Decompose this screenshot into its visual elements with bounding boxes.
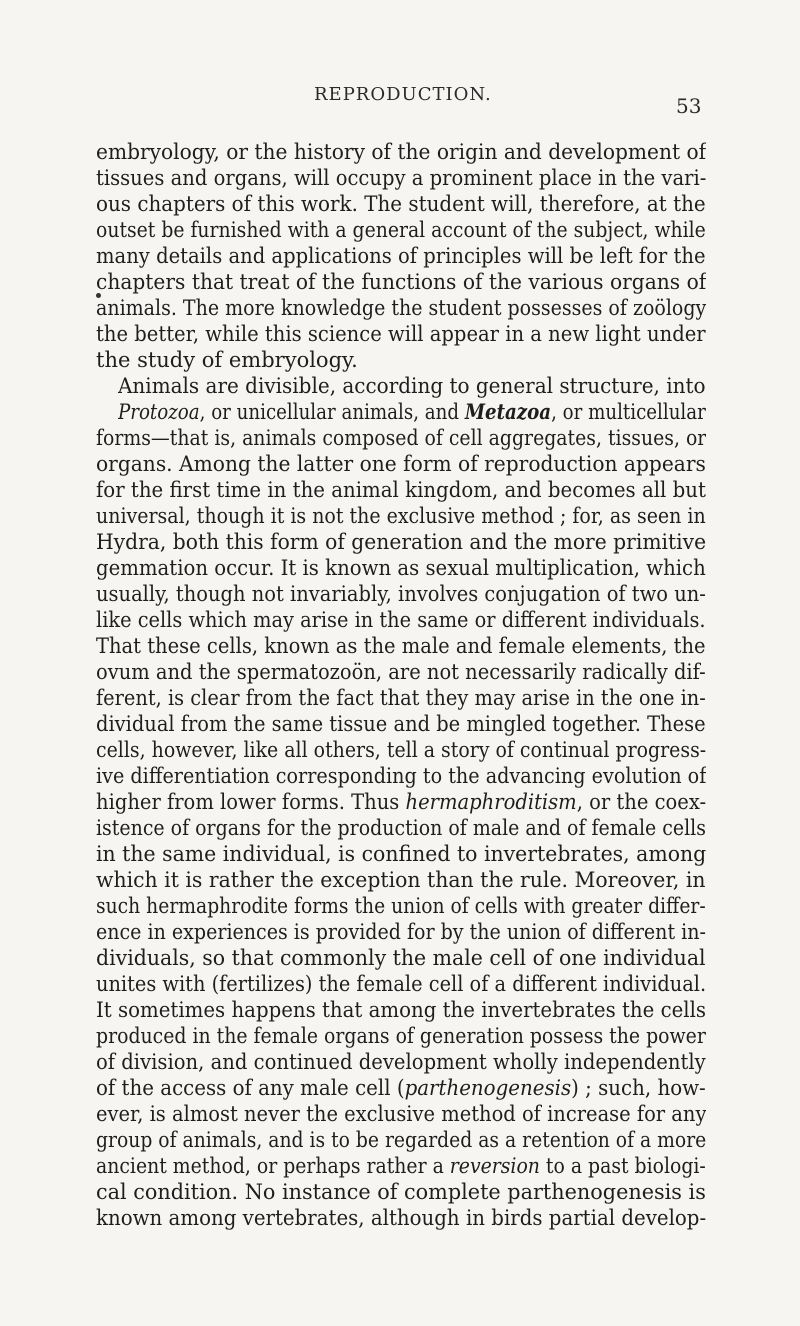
text-line: embryology, or the history of the origin and development of — [96, 140, 707, 164]
text-line: ever, is almost never the exclusive method of increase for any — [96, 1102, 707, 1126]
text-line: such hermaphrodite forms the union of cells with greater differ- — [96, 894, 706, 918]
text-line: usually, though not invariably, involves conjugation of two un- — [96, 582, 706, 606]
text-line: istence of organs for the production of male and of female cells — [96, 816, 706, 840]
term-hermaphroditism: hermaphroditism — [405, 790, 577, 814]
text-line: Protozoa, or unicellular animals, and Metazoa, or multicellular — [118, 399, 706, 424]
text-line: ence in experiences is provided for by the union of different in- — [96, 920, 706, 944]
text-line: ancient method, or perhaps rather a reversion to a past biologi- — [96, 1154, 706, 1178]
page-header — [0, 84, 800, 124]
text-line: That these cells, known as the male and female elements, the — [96, 634, 706, 658]
text-line: universal, though it is not the exclusive method ; for, as seen in — [96, 504, 706, 528]
text-line: ive differentiation corresponding to the advancing evolution of — [96, 764, 707, 788]
text-line: dividual from the same tissue and be mingled together. These — [96, 712, 706, 736]
term-protozoa: Protozoa — [118, 400, 200, 424]
text-line: unites with (fertilizes) the female cell of a different individual. — [96, 972, 707, 996]
text-line: It sometimes happens that among the invertebrates the cells — [96, 998, 707, 1022]
text-line: higher from lower forms. Thus hermaphroditism, or the coex- — [96, 790, 707, 814]
text-line: cells, however, like all others, tell a story of continual progress- — [96, 738, 707, 762]
running-head: REPRODUCTION. — [314, 84, 492, 105]
text-line: forms—that is, animals composed of cell aggregates, tissues, or — [96, 426, 707, 450]
text-line: outset be furnished with a general account of the subject, while — [96, 218, 706, 242]
text-line: of the access of any male cell (parthenogenesis) ; such, how- — [96, 1076, 706, 1100]
text-line: ous chapters of this work. The student will, therefore, at the — [96, 192, 706, 216]
text-line: group of animals, and is to be regarded as a retention of a more — [96, 1128, 707, 1152]
text-line: of division, and continued development wholly independently — [96, 1050, 706, 1074]
text-line: gemmation occur. It is known as sexual multiplication, which — [96, 556, 706, 580]
text-line: dividuals, so that commonly the male cell of one individual — [96, 946, 706, 970]
term-parthenogenesis: parthenogenesis — [404, 1076, 572, 1100]
text-line: which it is rather the exception than the rule. Moreover, in — [96, 868, 706, 892]
text-line: organs. Among the latter one form of reproduction appears — [96, 452, 706, 476]
text-line: many details and applications of principles will be left for the — [96, 244, 706, 268]
text-line: cal condition. No instance of complete parthenogenesis is — [96, 1180, 706, 1204]
text-line: Hydra, both this form of generation and the more primitive — [96, 530, 707, 554]
text-line: chapters that treat of the functions of the various organs of — [96, 270, 707, 294]
term-reversion: reversion — [449, 1154, 540, 1178]
text-line: animals. The more knowledge the student possesses of zoölogy — [96, 296, 707, 320]
text-line: tissues and organs, will occupy a prominent place in the vari- — [96, 166, 707, 190]
text-line: produced in the female organs of generation possess the power — [96, 1024, 706, 1048]
text-line: Animals are divisible, according to general structure, into — [118, 374, 706, 398]
text-line: ferent, is clear from the fact that they may arise in the one in- — [96, 686, 706, 710]
text-line: the study of embryology. — [96, 348, 358, 372]
text-line: in the same individual, is confined to invertebrates, among — [96, 842, 707, 866]
text-line: the better, while this science will appear in a new light under — [96, 322, 706, 346]
page-number: 53 — [676, 94, 702, 118]
term-metazoa: Metazoa — [464, 399, 552, 424]
text-line: for the first time in the animal kingdom, and becomes all but — [96, 478, 706, 502]
text-line: like cells which may arise in the same or different individuals. — [96, 608, 706, 632]
text-line: known among vertebrates, although in birds partial develop- — [96, 1206, 707, 1230]
text-line: ovum and the spermatozoön, are not necessarily radically dif- — [96, 660, 706, 684]
